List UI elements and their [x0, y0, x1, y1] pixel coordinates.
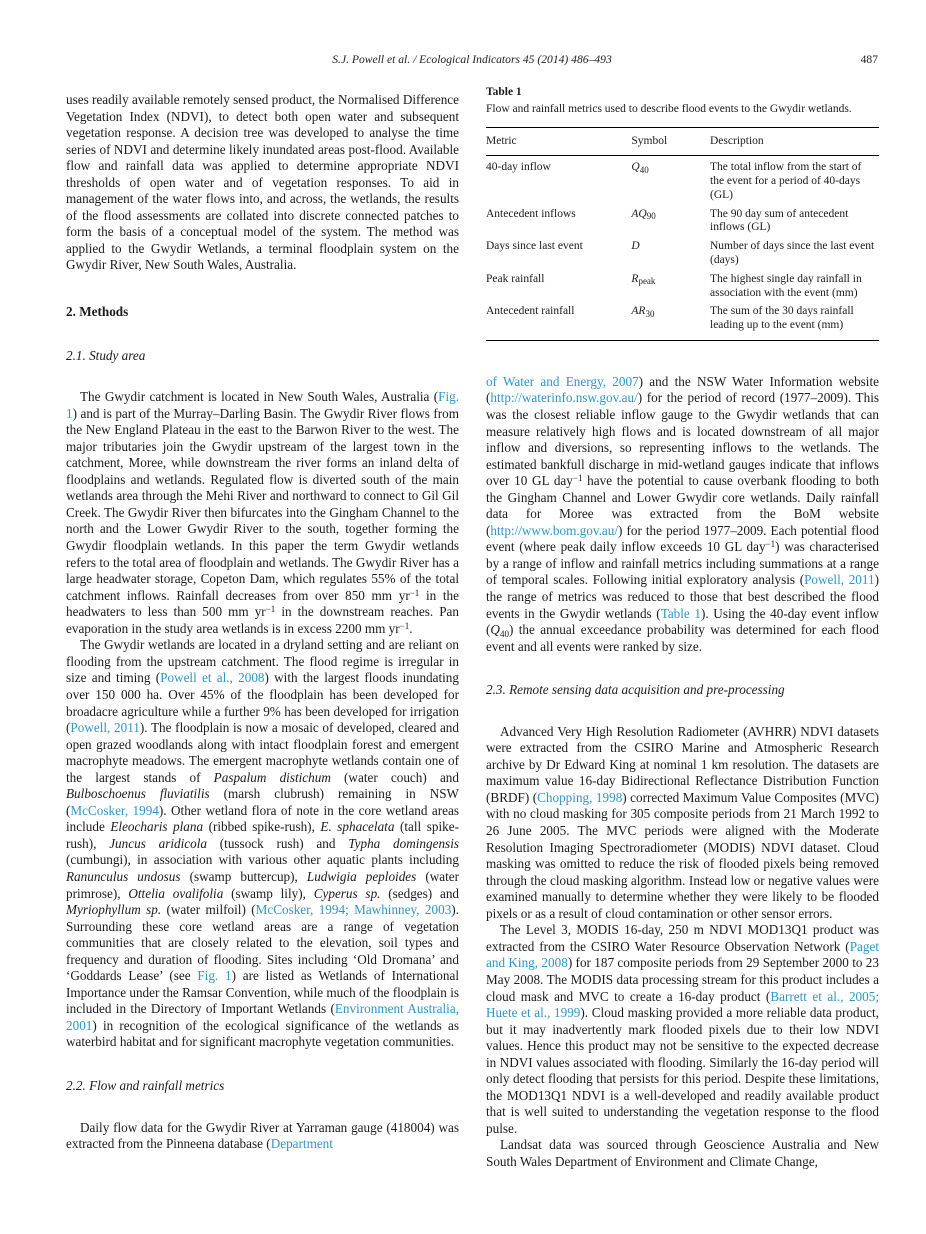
study-area-heading: 2.1. Study area: [66, 347, 146, 363]
text-run: Paspalum distichum: [213, 769, 331, 785]
symbol-cell: [631, 300, 710, 340]
table1: [486, 127, 879, 341]
text-run: ) the annual exceedance probability was determined for each flood event and all events were ranked by size.: [486, 622, 879, 654]
text-run: ) corrected Maximum Value Composites (MVC) with no cloud masking for 305 composite periods from 21 March 1992 to 26 June 2005. The MVC periods were aligned with the Moderate Resolution Imaging Spectroradiometer (MODIS) NDVI dataset. Cloud masking was omitted to reduce the risk of flooded pixels being removed through the cloud masking algorithm. Instead low or negative values were examined manually to determine whether they were likely to be flooded pixels or as a result of cloud contamination or other sensor errors.: [486, 789, 879, 921]
left-column: [66, 92, 459, 1153]
text-run: −1: [409, 587, 420, 598]
text-run: Advanced Very High Resolution Radiometer (AVHRR) NDVI datasets were extracted from the CSIRO Marine and Atmospheric Research archive by Dr Edward King at nominal 1 km resolution. The datasets are maximum value 16-day Bidirectional Reflectance Distribution Function (BRDF) (: [486, 723, 879, 805]
text-run: ) and the NSW Water Information website (: [486, 373, 879, 406]
inline-link[interactable]: Powell, 2011: [804, 572, 875, 588]
flow-metrics-heading: 2.2. Flow and rainfall metrics: [66, 1077, 225, 1093]
text-run: Ottelia ovalifolia: [128, 885, 224, 901]
text-run: (tall spike-rush),: [66, 819, 459, 851]
text-run: ). Other wetland flora of note in the core wetland areas include: [66, 802, 459, 835]
flow-metrics-paragraph: [66, 1120, 459, 1153]
avhrr-paragraph: [486, 724, 879, 923]
text-run: The Gwydir catchment is located in New South Wales, Australia (: [80, 389, 439, 405]
text-run: 30: [645, 308, 655, 319]
text-run: 90: [646, 211, 656, 222]
text-run: (cumbungi), in association with various other aquatic plants including: [66, 852, 459, 868]
inline-link[interactable]: McCosker, 1994: [70, 802, 159, 818]
text-run: AQ: [631, 207, 647, 220]
text-run: ). Using the 40-day event inflow (: [486, 605, 879, 638]
study-area-paragraph-1: [66, 389, 459, 637]
text-run: (water milfoil) (: [161, 902, 256, 918]
text-run: Bulboschoenus fluviatilis: [66, 786, 210, 802]
column-header-metric: Metric: [486, 128, 631, 156]
metric-cell: Peak rainfall: [486, 272, 545, 285]
text-run: Ranunculus undosus: [66, 868, 181, 884]
text-run: (water primrose),: [66, 868, 459, 901]
description-cell: The 90 day sum of antecedent inflows (GL): [710, 207, 849, 234]
text-run: uses readily available remotely sensed product, the Normalised Difference Vegetation Index (NDVI), to detect both open water and subsequent vegetation response. A decision tree was developed to analyse the time series of NDVI and determine likely inundated areas post-flood. Available flow and rainfall data was applied to determine appropriate NDVI thresholds of open water and of vegetation responses. To aid in management of the water flows into, and across, the wetlands, the results of the flood assessments are collated into discrete connected patches to form the basis of a conceptual model of the system. The method was applied to the Gwydir Wetlands, a terminal floodplain system on the Gwydir River, New South Wales, Australia.: [66, 92, 459, 273]
text-run: Typha domingensis: [348, 835, 459, 851]
inline-link[interactable]: Powell et al., 2008: [160, 670, 265, 686]
right-column: [486, 84, 879, 1171]
inline-link[interactable]: Table 1: [660, 605, 701, 621]
text-run: have the potential to cause overbank flooding to both the Gingham Channel and Lower Gwydir core wetlands. Daily rainfall data for Moree was extracted from the BoM website (: [486, 473, 880, 538]
text-run: Landsat data was sourced through Geoscience Australia and New South Wales Department of Environment and Climate Change,: [486, 1137, 879, 1169]
inline-link[interactable]: Barrett et al., 2005; Huete et al., 1999: [486, 988, 879, 1021]
inline-link[interactable]: Environment Australia, 2001: [66, 1001, 460, 1033]
description-cell: The highest single day rainfall in association with the event (mm): [710, 272, 862, 299]
metric-cell: 40-day inflow: [486, 161, 551, 174]
text-run: The Level 3, MODIS 16-day, 250 m NDVI MOD13Q1 product was extracted from the CSIRO Water Resource Observation Network (: [486, 922, 879, 954]
text-run: (swamp lily),: [223, 885, 314, 901]
text-run: (swamp buttercup),: [180, 868, 307, 884]
text-run: 40: [639, 164, 649, 175]
text-run: R: [631, 272, 639, 285]
text-run: Daily flow data for the Gwydir River at Yarraman gauge (418004) was extracted from the Pinneena database (: [66, 1119, 459, 1152]
text-run: The Gwydir wetlands are located in a dryland setting and are reliant on flooding from the upstream catchment. The flood regime is irregular in size and timing (: [66, 637, 459, 686]
inline-link[interactable]: http://www.bom.gov.au/: [490, 522, 618, 538]
text-run: Ludwigia peploides: [306, 868, 417, 884]
table-row: [486, 235, 879, 268]
page-number: 487: [860, 53, 878, 66]
table-header-row: [486, 128, 879, 156]
text-run: Q: [490, 622, 500, 638]
text-run: (sedges) and: [380, 885, 460, 901]
text-run: in the downstream reaches. Pan evaporation in the study area wetlands is in excess 2200 mm yr: [66, 604, 459, 636]
table1-body: [486, 156, 879, 341]
text-run: E. sphacelata: [320, 819, 395, 835]
text-run: Juncus aridicola: [109, 835, 207, 851]
table-row: [486, 156, 879, 203]
description-cell: The total inflow from the start of the event for a period of 40-days (GL): [710, 161, 862, 201]
methods-heading: 2. Methods: [66, 304, 129, 320]
text-run: −1: [399, 620, 410, 631]
text-run: (tussock rush) and: [206, 835, 349, 851]
text-run: peak: [638, 276, 656, 287]
column-header-description: Description: [710, 128, 879, 156]
text-run: AR: [631, 305, 646, 318]
study-area-paragraph-2: [66, 637, 459, 1051]
text-run: ) for the period of record (1977–2009). This was the closest reliable inflow gauge to the Gwydir wetlands that can measure relatively high flows and is located downstream of all major inflow and diversions, so representing inflows to the wetlands. The estimated bankfull discharge in mid-wetland gauges indicate that inflows over 10 GL day: [486, 390, 879, 489]
inline-link[interactable]: Fig. 1: [66, 389, 459, 421]
text-run: 40: [499, 628, 509, 639]
inline-link[interactable]: Department: [270, 1136, 333, 1152]
intro-paragraph: [66, 92, 459, 274]
text-run: ) the range of metrics was reduced to those that best described the flood events in the Gwydir wetlands (: [486, 572, 879, 621]
text-run: Eleocharis plana: [110, 819, 204, 835]
text-run: ) was characterised by a range of inflow and rainfall metrics including summations at a range of temporal scales. Following initial exploratory analysis (: [486, 539, 879, 588]
table1-block: [486, 84, 879, 341]
inline-link[interactable]: http://waterinfo.nsw.gov.au/: [490, 390, 638, 406]
text-run: D: [631, 240, 640, 253]
text-run: .: [409, 620, 413, 636]
text-run: ) and is part of the Murray–Darling Basin. The Gwydir River flows from the New England Plateau in the east to the Barwon River to the west. The major tributaries join the Gwydir upstream of the largest town in the catchment, Moree, while downstream the river forms an inland delta of floodplains and wetlands. Regulated flow is diverted south of the main wetlands area through the Mehi River and northward to connect to Gil Gil Creek. The Gwydir River then bifurcates into the Gingham Channel to the north and the Lower Gwydir River to the south, together forming the Gwydir floodplain wetlands. In this paper the term Gwydir wetlands refers to the total area of floodplain and wetlands. The Gwydir River has a large headwater storage, Copeton Dam, which regulates 55% of the total catchment inflows. Rainfall decreases from over 850 mm yr: [66, 405, 459, 603]
text-run: in the headwaters to less than 500 mm yr: [66, 587, 459, 620]
inline-link[interactable]: Fig. 1: [197, 968, 232, 984]
text-run: (ribbed spike-rush),: [203, 819, 321, 835]
symbol-cell: [631, 156, 710, 203]
symbol-cell: [631, 268, 710, 301]
text-run: Myriophyllum sp.: [66, 902, 162, 918]
table1-label: Table 1: [486, 86, 522, 98]
text-run: ) with the largest floods inundating over 150 000 ha. Over 45% of the floodplain has been developed for broadacre agriculture while a further 9% has been developed for irrigation (: [66, 670, 459, 736]
text-run: ) for the period 1977–2009. Each potential flood event (where peak daily inflow exceeds 10 GL day: [486, 522, 879, 555]
text-run: ). Cloud masking provided a more reliable data product, but it may inadvertently mark flooded pixels due to their low NDVI values. Hence this product may not be sensitive to the expected decrease in NDVI values associated with flooding. Similarly the 16-day period will only detect flooding that persists for this period. Despite these limitations, the MOD13Q1 NDVI is a well-developed and readily available product that is well suited to understanding the vegetation response to the flood pulse.: [486, 1005, 880, 1136]
text-run: ) for 187 composite periods from 29 September 2000 to 23 May 2008. The MODIS data processing stream for this product includes a cloud mask and MVC to create a 16-day product (: [486, 955, 879, 1004]
continuation-paragraph: [486, 374, 879, 655]
inline-link[interactable]: Powell, 2011: [70, 720, 140, 736]
table-row: [486, 203, 879, 236]
symbol-cell: [631, 235, 710, 268]
metric-cell: Days since last event: [486, 240, 583, 253]
text-run: ). Surrounding these core wetland areas are a range of vegetation communities that are closely related to the elevation, soil types and frequency and duration of flooding. Sites including ‘Old Dromana’ and ‘Goddards Lease’ (see: [66, 902, 459, 984]
running-head: S.J. Powell et al. / Ecological Indicators 45 (2014) 486–493: [332, 53, 612, 66]
text-run: ) in recognition of the ecological significance of the wetlands as waterbird habitat and for significant macrophyte vegetation communities.: [66, 1017, 459, 1050]
symbol-cell: [631, 203, 710, 236]
table-row: [486, 300, 879, 340]
metric-cell: Antecedent inflows: [486, 207, 576, 220]
table1-head: [486, 128, 879, 156]
inline-link[interactable]: Paget and King, 2008: [486, 938, 879, 971]
inline-link[interactable]: Chopping, 1998: [537, 789, 623, 805]
text-run: −1: [765, 539, 776, 550]
table1-caption: Flow and rainfall metrics used to describe flood events to the Gwydir wetlands.: [486, 102, 852, 115]
table-row: [486, 268, 879, 301]
metric-cell: Antecedent rainfall: [486, 305, 575, 318]
modis-paragraph: [486, 922, 879, 1137]
description-cell: Number of days since the last event (days): [710, 240, 875, 266]
text-run: −1: [265, 604, 276, 615]
description-cell: The sum of the 30 days rainfall leading up to the event (mm): [710, 305, 854, 332]
text-run: ). The floodplain is now a mosaic of developed, cleared and open grazed woodlands along with intact floodplain forest and emergent macrophyte meadows. The emergent macrophyte wetlands contain one of the largest stands of: [66, 720, 459, 785]
column-header-symbol: Symbol: [631, 128, 710, 156]
text-run: (water couch) and: [330, 769, 459, 785]
text-run: Cyperus sp.: [313, 885, 381, 901]
text-run: (marsh clubrush) remaining in NSW (: [66, 786, 459, 818]
text-run: ) are listed as Wetlands of International Importance under the Ramsar Convention, while much of the floodplain is included in the Directory of Important Wetlands (: [66, 968, 460, 1017]
text-run: −1: [572, 473, 583, 484]
text-run: Q: [631, 161, 640, 174]
landsat-paragraph: [486, 1137, 879, 1170]
inline-link[interactable]: of Water and Energy, 2007: [486, 373, 639, 389]
remote-sensing-heading: 2.3. Remote sensing data acquisition and pre-processing: [486, 682, 785, 698]
inline-link[interactable]: McCosker, 1994; Mawhinney, 2003: [255, 902, 452, 918]
